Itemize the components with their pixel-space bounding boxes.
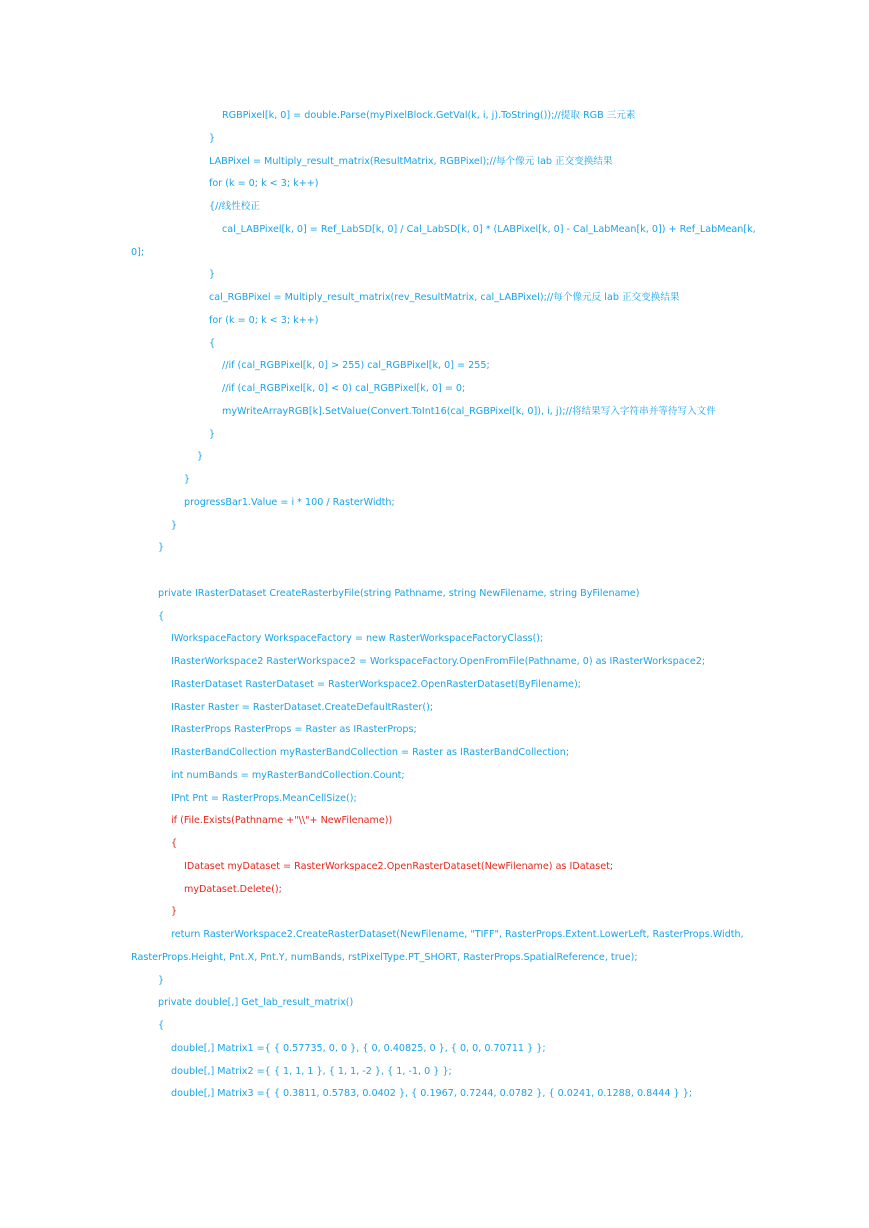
code-line: progressBar1.Value = i * 100 / RasterWidth; (184, 497, 395, 508)
code-line: //if (cal_RGBPixel[k, 0] > 255) cal_RGBPixel[k, 0] = 255; (222, 360, 490, 371)
code-line: double[,] Matrix3 ={ { 0.3811, 0.5783, 0.0402 }, { 0.1967, 0.7244, 0.0782 }, { 0.0241, 0.1288, 0.8444 } }; (171, 1088, 693, 1099)
code-line: } (158, 975, 165, 986)
code-line: IDataset myDataset = RasterWorkspace2.OpenRasterDataset(NewFilename) as IDataset; (184, 861, 614, 872)
code-line: private double[,] Get_lab_result_matrix() (158, 997, 354, 1008)
code-line: } (209, 269, 216, 280)
code-line: if (File.Exists(Pathname +"\\"+ NewFilename)) (171, 815, 393, 826)
code-line: } (209, 133, 216, 144)
code-line: RGBPixel[k, 0] = double.Parse(myPixelBlock.GetVal(k, i, j).ToString());//提取 RGB 三元素 (222, 110, 636, 121)
code-line: { (171, 838, 178, 849)
code-line: double[,] Matrix2 ={ { 1, 1, 1 }, { 1, 1, -2 }, { 1, -1, 0 } }; (171, 1066, 452, 1077)
code-line: IRasterBandCollection myRasterBandCollection = Raster as IRasterBandCollection; (171, 747, 570, 758)
code-line: } (197, 451, 204, 462)
code-line: RasterProps.Height, Pnt.X, Pnt.Y, numBands, rstPixelType.PT_SHORT, RasterProps.SpatialReference, true); (131, 952, 638, 963)
code-line: { (158, 611, 165, 622)
code-line: {//线性校正 (209, 201, 260, 212)
code-line: IRasterDataset RasterDataset = RasterWorkspace2.OpenRasterDataset(ByFilename); (171, 679, 581, 690)
code-line: } (184, 474, 191, 485)
code-line: { (158, 1020, 165, 1031)
code-line: return RasterWorkspace2.CreateRasterDataset(NewFilename, "TIFF", RasterProps.Extent.LowerLeft, RasterProps.Width, (171, 929, 744, 940)
code-line: } (158, 542, 165, 553)
code-line: for (k = 0; k < 3; k++) (209, 315, 319, 326)
code-line: private IRasterDataset CreateRasterbyFile(string Pathname, string NewFilename, string ByFilename) (158, 588, 640, 599)
code-line: IRasterProps RasterProps = Raster as IRasterProps; (171, 724, 417, 735)
code-line: IRasterWorkspace2 RasterWorkspace2 = WorkspaceFactory.OpenFromFile(Pathname, 0) as IRasterWorkspace2; (171, 656, 706, 667)
code-line: } (171, 520, 178, 531)
code-line: cal_RGBPixel = Multiply_result_matrix(rev_ResultMatrix, cal_LABPixel);//每个像元反 lab 正交变换结果 (209, 292, 680, 303)
code-line: IPnt Pnt = RasterProps.MeanCellSize(); (171, 793, 357, 804)
code-line: LABPixel = Multiply_result_matrix(ResultMatrix, RGBPixel);//每个像元 lab 正交变换结果 (209, 156, 613, 167)
code-line: cal_LABPixel[k, 0] = Ref_LabSD[k, 0] / Cal_LabSD[k, 0] * (LABPixel[k, 0] - Cal_LabMean[k, 0]) + Ref_LabMean[k, (222, 224, 756, 235)
code-line: myDataset.Delete(); (184, 884, 282, 895)
code-line: int numBands = myRasterBandCollection.Count; (171, 770, 405, 781)
code-line: { (209, 338, 216, 349)
code-line: //if (cal_RGBPixel[k, 0] < 0) cal_RGBPixel[k, 0] = 0; (222, 383, 466, 394)
code-line: for (k = 0; k < 3; k++) (209, 178, 319, 189)
code-line: IWorkspaceFactory WorkspaceFactory = new RasterWorkspaceFactoryClass(); (171, 633, 544, 644)
code-line: } (209, 429, 216, 440)
code-line: double[,] Matrix1 ={ { 0.57735, 0, 0 }, { 0, 0.40825, 0 }, { 0, 0, 0.70711 } }; (171, 1043, 546, 1054)
code-line: 0]; (131, 247, 145, 258)
code-line: } (171, 906, 178, 917)
code-line: myWriteArrayRGB[k].SetValue(Convert.ToInt16(cal_RGBPixel[k, 0]), i, j);//将结果写入字符串并等待写入文件 (222, 406, 716, 417)
code-line: IRaster Raster = RasterDataset.CreateDefaultRaster(); (171, 702, 434, 713)
